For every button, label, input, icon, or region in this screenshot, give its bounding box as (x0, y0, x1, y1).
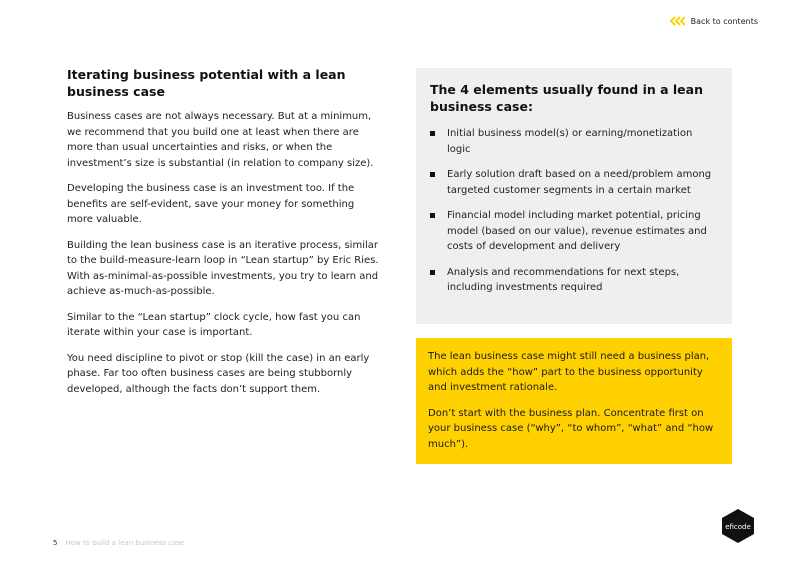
elements-box-title: The 4 elements usually found in a lean business case: (430, 82, 703, 114)
back-to-contents-link[interactable] (669, 16, 758, 26)
body-paragraph-4: Similar to the “Lean startup” clock cycle, how fast you can iterate within your case is important. (67, 311, 361, 338)
elements-box (416, 68, 732, 324)
double-chevron-left-icon (669, 16, 685, 26)
note-paragraph-2: Don’t start with the business plan. Concentrate first on your business case (“why”, “to whom”, “what” and “how much”). (428, 407, 714, 450)
main-text-column (67, 66, 383, 407)
square-bullet-icon (430, 213, 435, 218)
note-box (416, 338, 732, 464)
back-to-contents-label: Back to contents (690, 16, 758, 26)
square-bullet-icon (430, 270, 435, 275)
note-paragraph-1: The lean business case might still need a business plan, which adds the “how” part to the business opportunity and investment rationale. (428, 351, 710, 393)
body-paragraph-3: Building the lean business case is an iterative process, similar to the build-measure-learn loop in “Lean startup” by Eric Ries. With as-minimal-as-possible investments, you try to learn and achieve as-much-as-possible. (67, 239, 379, 297)
page-number: 5 (53, 539, 58, 547)
body-paragraph-5: You need discipline to pivot or stop (kill the case) in an early phase. Far too often business cases are being stubbornly developed, although the facts don’t support them. (67, 352, 370, 395)
list-item: Financial model including market potential, pricing model (based on our value), revenue estimates and costs of development and delivery (430, 208, 718, 255)
section-title: Iterating business potential with a lean business case (67, 67, 346, 99)
square-bullet-icon (430, 131, 435, 136)
square-bullet-icon (430, 172, 435, 177)
footer-title: How to build a lean business case (65, 539, 185, 547)
page-footer (53, 539, 184, 547)
list-item: Analysis and recommendations for next steps, including investments required (430, 265, 718, 296)
elements-list (430, 126, 718, 296)
svg-text:eficode: eficode (725, 523, 751, 531)
eficode-logo-icon (720, 508, 756, 544)
list-item: Early solution draft based on a need/problem among targeted customer segments in a certain market (430, 167, 718, 198)
list-item: Initial business model(s) or earning/monetization logic (430, 126, 718, 157)
eficode-logo (720, 508, 756, 544)
body-paragraph-2: Developing the business case is an investment too. If the benefits are self-evident, save your money for something more valuable. (67, 183, 355, 225)
body-paragraph-1: Business cases are not always necessary. But at a minimum, we recommend that you build one at least when there are more than usual uncertainties and risks, or when the investment’s size is substantial (in relation to company size). (67, 111, 374, 169)
